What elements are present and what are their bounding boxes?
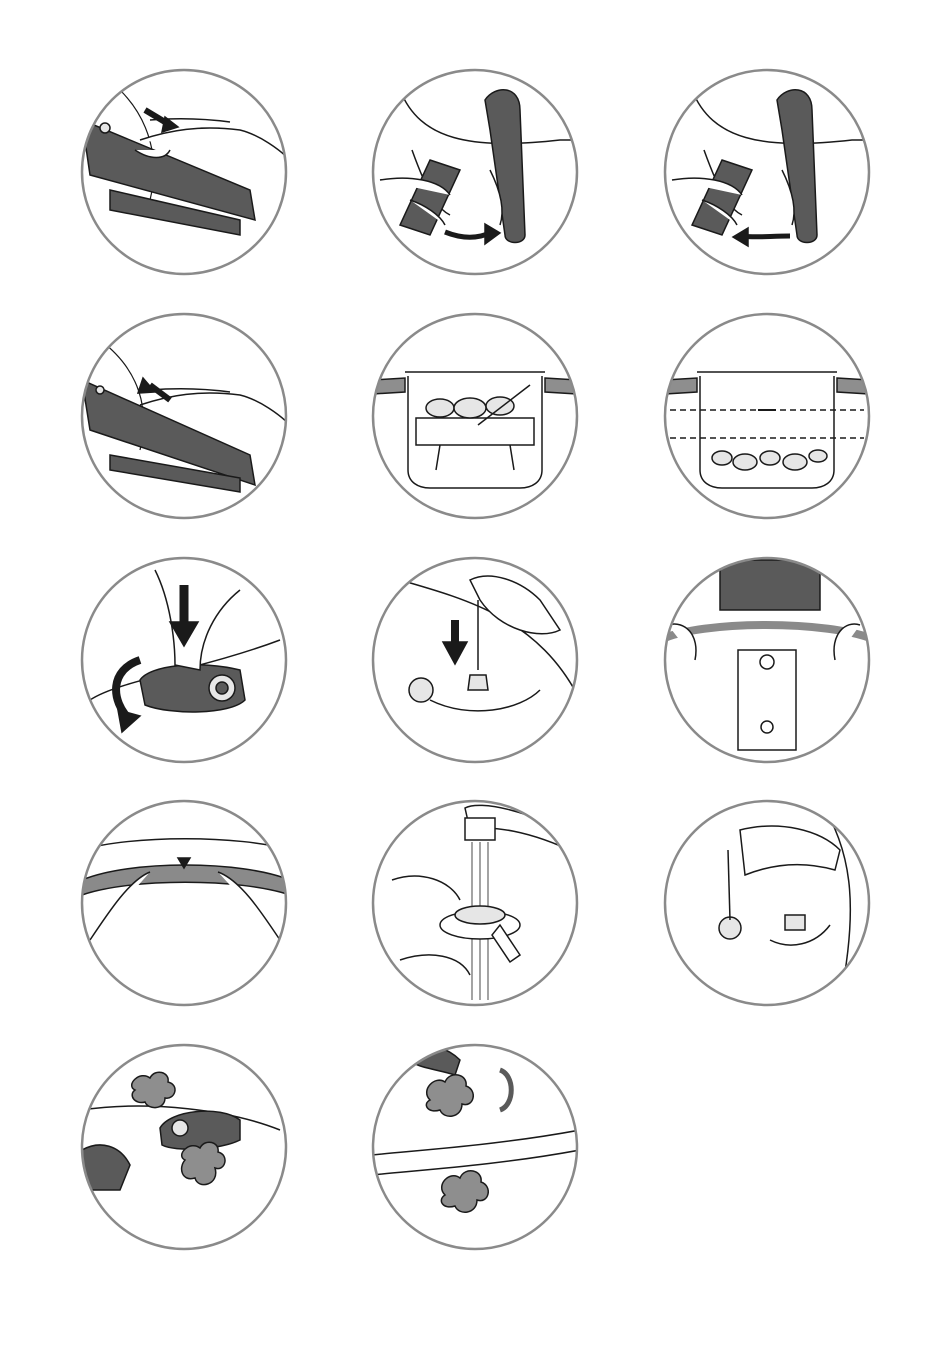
safety-valve-press-icon bbox=[373, 558, 580, 762]
valve-rinse-water-icon bbox=[373, 801, 580, 1005]
steam-basket-fill-level-icon bbox=[372, 314, 578, 518]
cooking-fill-level-icon bbox=[664, 314, 870, 518]
illustration-frame bbox=[665, 70, 869, 274]
handle-button-push-icon bbox=[82, 70, 290, 274]
illustration-frame bbox=[373, 70, 577, 274]
steam-release-top-icon bbox=[82, 1045, 286, 1249]
illustration-frame bbox=[373, 1045, 577, 1249]
handle-open-slide-right-icon bbox=[373, 70, 580, 274]
valve-needle-clean-icon bbox=[665, 800, 869, 1005]
handle-close-slide-left-icon bbox=[665, 70, 872, 274]
handle-button-release-icon bbox=[82, 314, 290, 518]
gasket-pull-out-icon bbox=[82, 801, 290, 1005]
valve-turn-lift-icon bbox=[82, 558, 286, 762]
illustration-frame bbox=[82, 801, 286, 1005]
steam-release-side-icon bbox=[372, 1045, 580, 1249]
lid-gasket-inspect-icon bbox=[660, 558, 875, 762]
